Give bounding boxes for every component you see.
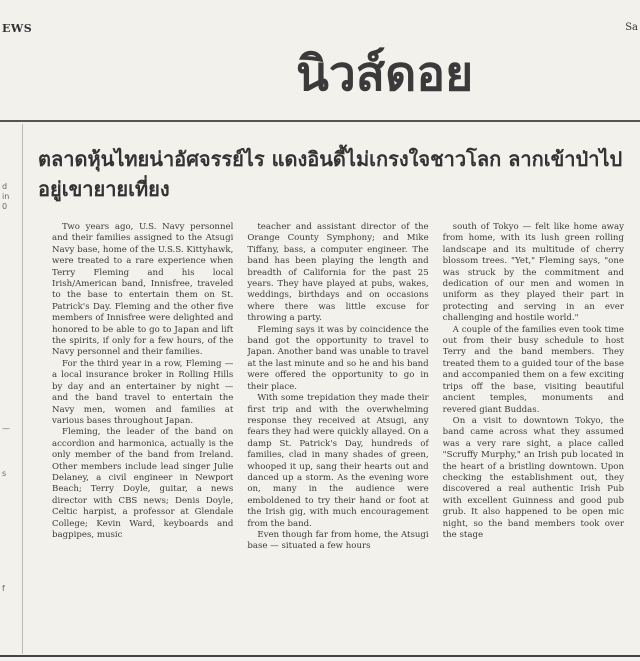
left-margin-column (0, 124, 23, 654)
newspaper-header (0, 0, 640, 122)
margin-mark: in (2, 192, 10, 201)
section-label: EWS (2, 22, 33, 35)
page-edge-label: Sa (625, 22, 638, 33)
paragraph: On a visit to downtown Tokyo, the band came across what they assumed was a very rare sight, a place called "Scruffy Murphy," an Irish pub located in the heart of a bristling downtown. Upon checking the establishment out, they discovered a real authentic Irish Pub with excellent Guinness and good pub grub. It also happened to be open mic night, so the band members took over the stage (442, 415, 624, 540)
article-column-2 (247, 222, 428, 654)
article-column-1 (52, 222, 233, 654)
paragraph: Fleming says it was by coincidence the band got the opportunity to travel to Japan. Another band was unable to travel at the last minute and so he and his band were offered the opportunity to go in their place. (247, 324, 429, 392)
article-column-3 (443, 222, 624, 654)
paragraph: Fleming, the leader of the band on accordion and harmonica, actually is the only member of the band from Ireland. Other members include lead singer Julie Delaney, a civil engineer in Newport Beach; Terry Doyle, guitar, a news director with CBS news; Denis Doyle, Celtic harpist, a professor at Glendale College; Kevin Ward, keyboards and bagpipes, music (52, 427, 234, 540)
masthead-title: นิวส์ดอย (296, 46, 474, 102)
margin-mark: — (2, 424, 10, 433)
paragraph: teacher and assistant director of the Orange County Symphony; and Mike Tiffany, bass, a computer engineer. The band has been playing the length and breadth of California for the past 25 years. They have played at pubs, wakes, weddings, birthdays and on occasions where there was little excuse for throwing a party. (247, 222, 429, 324)
paragraph: Even though far from home, the Atsugi base — situated a few hours (247, 529, 429, 552)
article-headline: ตลาดหุ้นไทยน่าอัศจรรย์ไร แดงอินดี้ไม่เกรงใจชาวโลก ลากเข้าป่าไปอยู่เขายายเที่ยง (38, 147, 623, 201)
margin-mark: d (2, 182, 8, 191)
paragraph: south of Tokyo — felt like home away from home, with its lush green rolling landscape and its multitude of cherry blossom trees. "Yet," Fleming says, "one was struck by the commitment and dedication of our men and women in uniform as they played their part in protecting and serving in an ever challenging and hostile world." (442, 222, 624, 324)
paragraph: For the third year in a row, Fleming — a local insurance broker in Rolling Hills by day and an entertainer by night — and the band travel to entertain the Navy men, women and families at various bases throughout Japan. (52, 358, 234, 426)
paragraph: Two years ago, U.S. Navy personnel and their families assigned to the Atsugi Navy base, home of the U.S.S. Kittyhawk, were treated to a rare experience when Terry Fleming and his local Irish/American band, Innisfree, traveled to the base to entertain them on St. Patrick's Day. Fleming and the other five members of Innisfree were delighted and honored to be able to go to Japan and lift the spirits, if only for a few hours, of the Navy personnel and their families. (52, 222, 234, 358)
margin-mark: s (2, 469, 7, 478)
margin-mark: 0 (2, 202, 8, 211)
paragraph: A couple of the families even took time out from their busy schedule to host Terry and the band members. They treated them to a guided tour of the base and accompanied them on a few exciting trips off the base, visiting beautiful ancient temples, monuments and revered giant Buddas. (442, 324, 624, 415)
paragraph: With some trepidation they made their first trip and with the overwhelming response they received at Atsugi, any fears they had were quickly allayed. On a damp St. Patrick's Day, hundreds of families, clad in many shades of green, whooped it up, sang their hearts out and danced up a storm. As the evening wore on, many in the audience were emboldened to try their hand or foot at the Irish gig, with much encouragement from the band. (247, 393, 429, 529)
bottom-rule (0, 655, 640, 657)
margin-mark: f (2, 584, 5, 593)
article-body (52, 222, 624, 654)
